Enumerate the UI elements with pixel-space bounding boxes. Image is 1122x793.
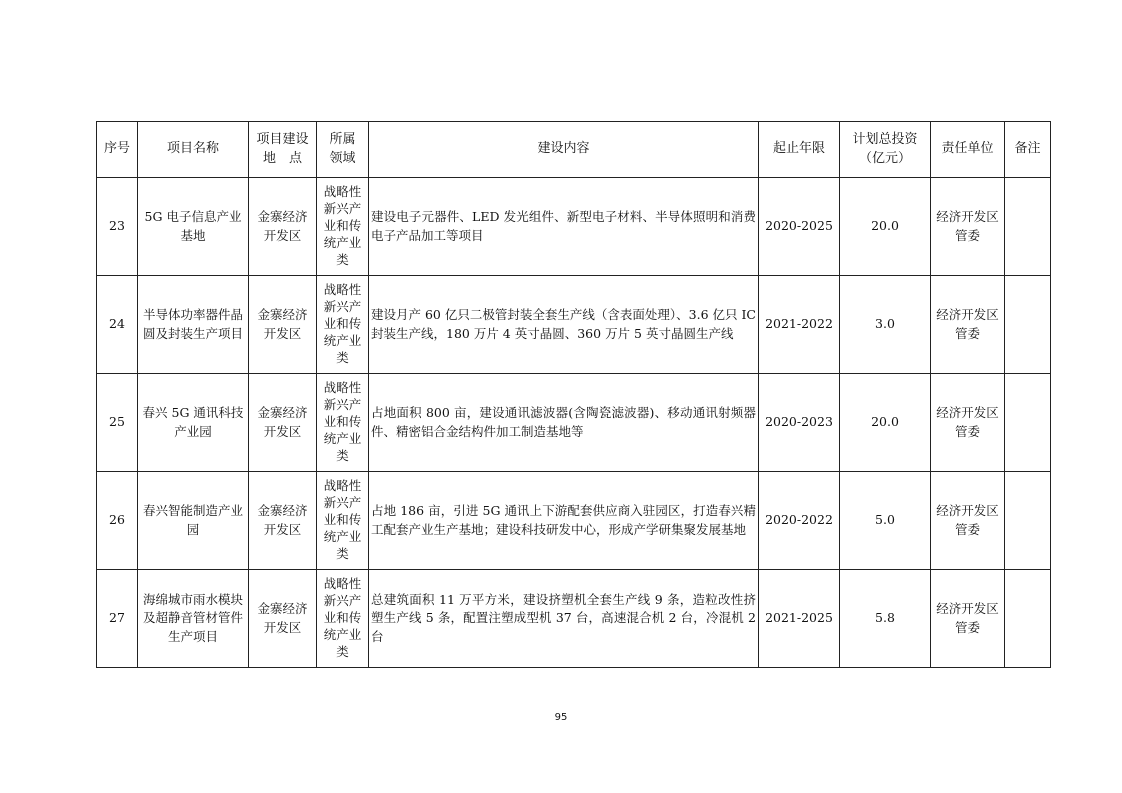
cell-seq: 27 <box>97 570 138 668</box>
name-line2: 园 <box>186 521 200 537</box>
header-investment <box>840 122 931 178</box>
page-number: 95 <box>554 712 568 723</box>
unit-line2: 管委 <box>954 325 980 341</box>
field-line3: 业和传 <box>323 316 362 332</box>
field-line1: 战略性 <box>323 184 362 200</box>
table-row <box>97 570 1051 668</box>
field-line3: 业和传 <box>323 414 362 430</box>
cell-unit <box>931 472 1005 570</box>
field-line4: 统产业 <box>323 430 362 446</box>
table-row <box>97 374 1051 472</box>
cell-unit <box>931 570 1005 668</box>
cell-seq: 25 <box>97 374 138 472</box>
header-investment-line1: 计划总投资 <box>852 131 918 147</box>
cell-content: 占地面积 800 亩，建设通讯滤波器(含陶瓷滤波器)、移动通讯射频器件、精密铝合金结构件加工制造基地等 <box>369 374 759 472</box>
location-line1: 金寨经济 <box>257 503 308 519</box>
field-line2: 新兴产 <box>323 495 362 511</box>
cell-content: 总建筑面积 11 万平方米，建设挤塑机全套生产线 9 条，造粒改性挤塑生产线 5 条，配置注塑成型机 37 台，高速混合机 2 台，冷混机 2 台 <box>369 570 759 668</box>
cell-remarks <box>1005 570 1051 668</box>
location-line2: 开发区 <box>263 423 302 439</box>
field-line4: 统产业 <box>323 234 362 250</box>
field-line5: 类 <box>336 251 349 267</box>
field-line3: 业和传 <box>323 218 362 234</box>
cell-remarks <box>1005 276 1051 374</box>
cell-seq: 23 <box>97 178 138 276</box>
cell-field <box>317 178 369 276</box>
field-line1: 战略性 <box>323 478 362 494</box>
cell-investment: 20.0 <box>840 374 931 472</box>
field-line4: 统产业 <box>323 626 362 642</box>
cell-field <box>317 374 369 472</box>
field-line5: 类 <box>336 349 349 365</box>
name-line2: 圆及封装生产项目 <box>142 325 243 341</box>
cell-location <box>249 276 317 374</box>
name-line1: 半导体功率器件晶 <box>142 307 243 323</box>
cell-location <box>249 374 317 472</box>
field-line4: 统产业 <box>323 528 362 544</box>
field-line2: 新兴产 <box>323 201 362 217</box>
unit-line1: 经济开发区 <box>936 601 999 617</box>
header-unit: 责任单位 <box>931 122 1005 178</box>
header-seq: 序号 <box>97 122 138 178</box>
unit-line1: 经济开发区 <box>936 405 999 421</box>
field-line5: 类 <box>336 643 349 659</box>
cell-investment: 20.0 <box>840 178 931 276</box>
cell-period: 2020-2025 <box>759 178 840 276</box>
header-remarks: 备注 <box>1005 122 1051 178</box>
header-location-line1: 项目建设 <box>256 131 309 147</box>
cell-seq: 24 <box>97 276 138 374</box>
cell-remarks <box>1005 374 1051 472</box>
cell-unit <box>931 374 1005 472</box>
name-line2: 基地 <box>180 227 206 243</box>
cell-name <box>138 178 249 276</box>
cell-content: 建设月产 60 亿只二极管封装全套生产线（含表面处理）、3.6 亿只 IC 封装生产线，180 万片 4 英寸晶圆、360 万片 5 英寸晶圆生产线 <box>369 276 759 374</box>
unit-line2: 管委 <box>954 423 980 439</box>
field-line3: 业和传 <box>323 610 362 626</box>
cell-name <box>138 276 249 374</box>
table-body <box>97 178 1051 668</box>
name-line1: 春兴 5G 通讯科技 <box>142 405 244 421</box>
location-line1: 金寨经济 <box>257 307 308 323</box>
location-line1: 金寨经济 <box>257 209 308 225</box>
field-line1: 战略性 <box>323 576 362 592</box>
table-row <box>97 276 1051 374</box>
cell-investment: 3.0 <box>840 276 931 374</box>
header-location-line2: 地 点 <box>262 150 302 166</box>
unit-line1: 经济开发区 <box>936 209 999 225</box>
table-row <box>97 178 1051 276</box>
header-field <box>317 122 369 178</box>
cell-name <box>138 472 249 570</box>
name-line1: 春兴智能制造产业 <box>142 503 243 519</box>
unit-line1: 经济开发区 <box>936 503 999 519</box>
field-line3: 业和传 <box>323 512 362 528</box>
unit-line2: 管委 <box>954 619 980 635</box>
location-line2: 开发区 <box>263 227 302 243</box>
header-period: 起止年限 <box>759 122 840 178</box>
cell-location <box>249 178 317 276</box>
cell-period: 2021-2025 <box>759 570 840 668</box>
location-line2: 开发区 <box>263 325 302 341</box>
cell-investment: 5.0 <box>840 472 931 570</box>
cell-remarks <box>1005 178 1051 276</box>
cell-name <box>138 374 249 472</box>
unit-line2: 管委 <box>954 227 980 243</box>
field-line4: 统产业 <box>323 332 362 348</box>
cell-unit <box>931 276 1005 374</box>
location-line1: 金寨经济 <box>257 405 308 421</box>
location-line1: 金寨经济 <box>257 601 308 617</box>
unit-line1: 经济开发区 <box>936 307 999 323</box>
cell-period: 2020-2022 <box>759 472 840 570</box>
cell-location <box>249 472 317 570</box>
header-location <box>249 122 317 178</box>
cell-investment: 5.8 <box>840 570 931 668</box>
project-table <box>96 121 1051 668</box>
header-field-line2: 领域 <box>329 150 356 166</box>
field-line5: 类 <box>336 545 349 561</box>
location-line2: 开发区 <box>263 619 302 635</box>
cell-remarks <box>1005 472 1051 570</box>
table-row <box>97 472 1051 570</box>
cell-field <box>317 570 369 668</box>
cell-period: 2021-2022 <box>759 276 840 374</box>
field-line2: 新兴产 <box>323 299 362 315</box>
field-line1: 战略性 <box>323 380 362 396</box>
header-row <box>97 122 1051 178</box>
name-line1: 海绵城市雨水模块 <box>142 592 243 608</box>
cell-unit <box>931 178 1005 276</box>
header-field-line1: 所属 <box>329 131 356 147</box>
name-line3: 生产项目 <box>167 628 218 644</box>
cell-seq: 26 <box>97 472 138 570</box>
field-line5: 类 <box>336 447 349 463</box>
cell-field <box>317 276 369 374</box>
cell-name <box>138 570 249 668</box>
cell-location <box>249 570 317 668</box>
field-line1: 战略性 <box>323 282 362 298</box>
field-line2: 新兴产 <box>323 593 362 609</box>
field-line2: 新兴产 <box>323 397 362 413</box>
name-line2: 及超静音管材管件 <box>142 610 243 626</box>
location-line2: 开发区 <box>263 521 302 537</box>
name-line1: 5G 电子信息产业 <box>144 209 242 225</box>
header-content: 建设内容 <box>369 122 759 178</box>
unit-line2: 管委 <box>954 521 980 537</box>
cell-content: 占地 186 亩，引进 5G 通讯上下游配套供应商入驻园区，打造春兴精工配套产业生产基地；建设科技研发中心，形成产学研集聚发展基地 <box>369 472 759 570</box>
header-name: 项目名称 <box>138 122 249 178</box>
header-investment-line2: （亿元） <box>858 150 911 166</box>
cell-content: 建设电子元器件、LED 发光组件、新型电子材料、半导体照明和消费电子产品加工等项目 <box>369 178 759 276</box>
name-line2: 产业园 <box>174 423 212 439</box>
cell-period: 2020-2023 <box>759 374 840 472</box>
cell-field <box>317 472 369 570</box>
